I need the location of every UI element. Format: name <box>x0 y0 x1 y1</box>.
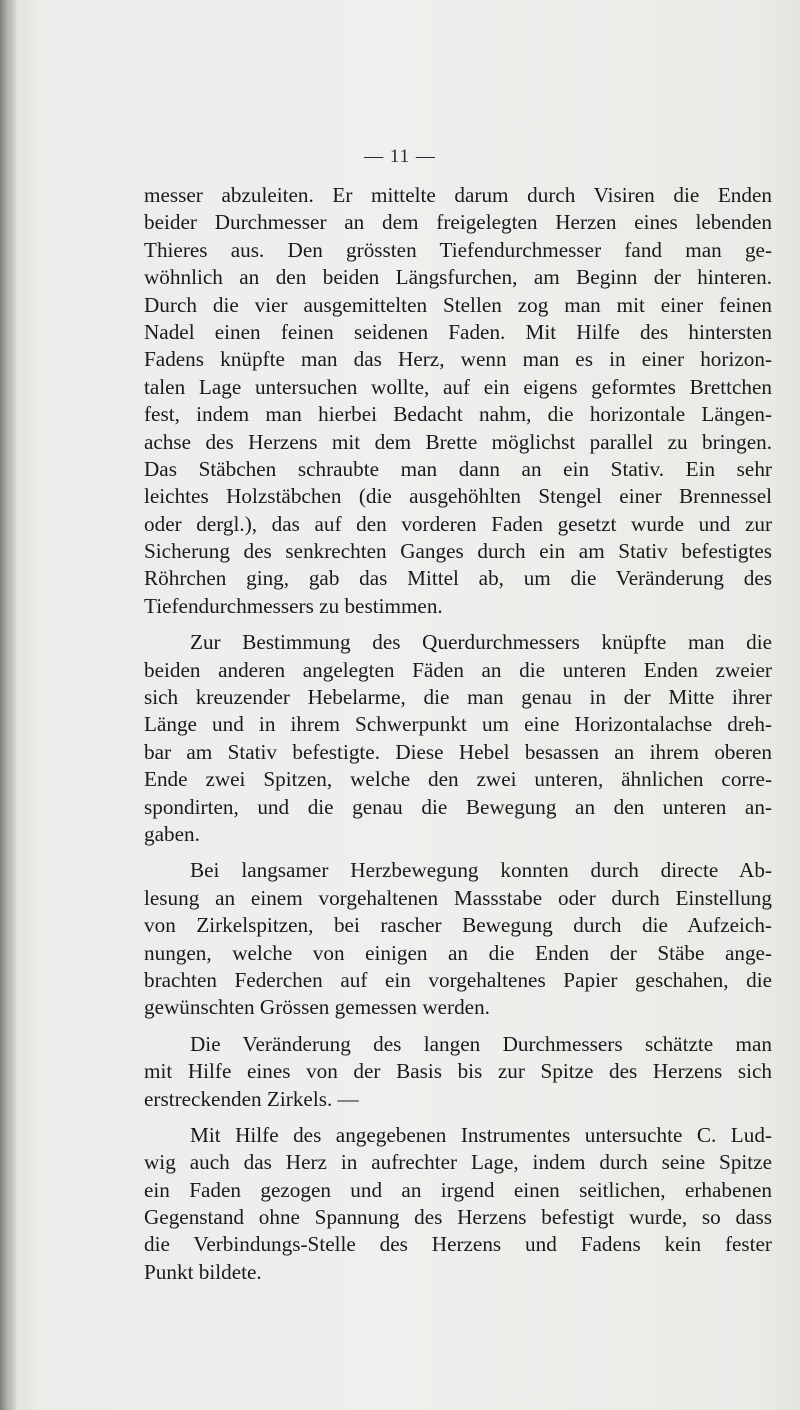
text-line: Die Veränderung des langen Durchmessers schätzte man <box>190 1031 772 1056</box>
text-line: Thieres aus. Den grössten Tiefendurchmesser fand man ge- <box>144 237 772 262</box>
text-line: brachten Federchen auf ein vorgehaltenes Papier geschahen, die <box>144 967 772 992</box>
paragraph-5 <box>144 1122 772 1286</box>
text-line: ein Faden gezogen und an irgend einen seitlichen, erhabenen <box>144 1177 772 1202</box>
text-line: spondirten, und die genau die Bewegung an den unteren an- <box>144 794 772 819</box>
text-line: bar am Stativ befestigte. Diese Hebel besassen an ihrem oberen <box>144 739 772 764</box>
paragraph-2 <box>144 629 772 848</box>
text-line: Röhrchen ging, gab das Mittel ab, um die Veränderung des <box>144 566 772 591</box>
text-line: talen Lage untersuchen wollte, auf ein eigens geformtes Brettchen <box>144 374 772 399</box>
text-line: Zur Bestimmung des Querdurchmessers knüpfte man die <box>190 630 772 655</box>
paragraph-4 <box>144 1031 772 1113</box>
text-line: Fadens knüpfte man das Herz, wenn man es in einer horizon- <box>144 347 772 372</box>
paragraph-3 <box>144 857 772 1021</box>
text-line: Sicherung des senkrechten Ganges durch ein am Stativ befestigtes <box>144 539 772 564</box>
text-line: Gegenstand ohne Spannung des Herzens befestigt wurde, so dass <box>144 1205 772 1230</box>
text-line: Nadel einen feinen seidenen Faden. Mit Hilfe des hintersten <box>144 319 772 344</box>
text-line: erstreckenden Zirkels. — <box>144 1086 359 1111</box>
text-line: leichtes Holzstäbchen (die ausgehöhlten Stengel einer Brennessel <box>144 484 772 509</box>
text-line: Tiefendurchmessers zu bestimmen. <box>144 593 443 618</box>
text-line: Durch die vier ausgemittelten Stellen zog man mit einer feinen <box>144 292 772 317</box>
text-line: von Zirkelspitzen, bei rascher Bewegung durch die Aufzeich- <box>144 913 772 938</box>
text-line: Punkt bildete. <box>144 1259 262 1284</box>
text-line: beiden anderen angelegten Fäden an die unteren Enden zweier <box>144 657 772 682</box>
paragraph-1 <box>144 182 772 620</box>
text-line: nungen, welche von einigen an die Enden der Stäbe ange- <box>144 940 772 965</box>
body-text <box>144 182 772 1286</box>
text-line: oder dergl.), das auf den vorderen Faden gesetzt wurde und zur <box>144 511 772 536</box>
text-line: messer abzuleiten. Er mittelte darum durch Visiren die Enden <box>144 183 772 207</box>
text-line: Länge und in ihrem Schwerpunkt um eine Horizontalachse dreh- <box>144 712 772 737</box>
text-line: gewünschten Grössen gemessen werden. <box>144 995 490 1020</box>
text-line: Mit Hilfe des angegebenen Instrumentes untersuchte C. Lud- <box>190 1122 772 1147</box>
text-line: Bei langsamer Herzbewegung konnten durch directe Ab- <box>190 858 772 883</box>
text-line: lesung an einem vorgehaltenen Massstabe oder durch Einstellung <box>144 885 772 910</box>
text-line: Das Stäbchen schraubte man dann an ein Stativ. Ein sehr <box>144 456 772 481</box>
text-line: wig auch das Herz in aufrechter Lage, indem durch seine Spitze <box>144 1150 772 1175</box>
text-line: wöhnlich an den beiden Längsfurchen, am Beginn der hinteren. <box>144 265 772 290</box>
text-line: sich kreuzender Hebelarme, die man genau in der Mitte ihrer <box>144 685 772 710</box>
text-line: gaben. <box>144 821 200 846</box>
text-line: achse des Herzens mit dem Brette möglichst parallel zu bringen. <box>144 429 772 454</box>
text-line: fest, indem man hierbei Bedacht nahm, die horizontale Längen- <box>144 402 772 427</box>
text-line: Ende zwei Spitzen, welche den zwei unteren, ähnlichen corre- <box>144 767 772 792</box>
page-number: — 11 — <box>364 146 436 167</box>
text-line: beider Durchmesser an dem freigelegten Herzen eines lebenden <box>144 210 772 235</box>
text-line: mit Hilfe eines von der Basis bis zur Spitze des Herzens sich <box>144 1059 772 1084</box>
book-gutter-shadow <box>0 0 18 1410</box>
text-line: die Verbindungs-Stelle des Herzens und Fadens kein fester <box>144 1232 772 1257</box>
